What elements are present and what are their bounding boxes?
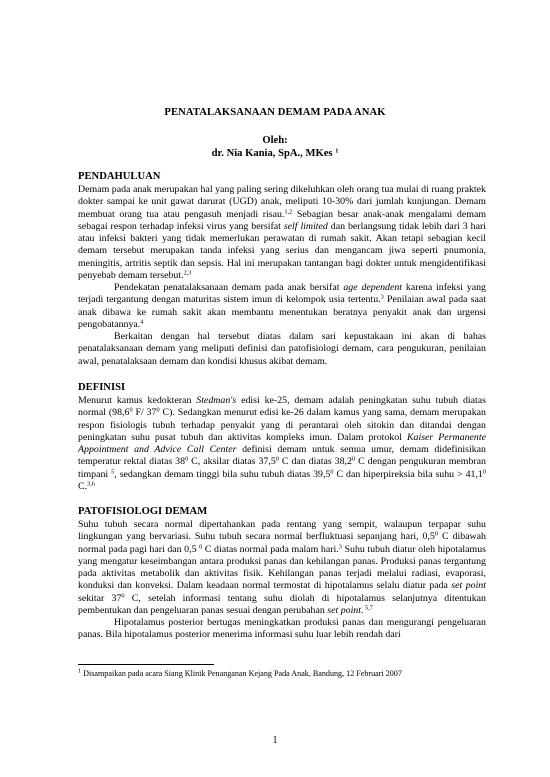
page-number: 1: [272, 735, 278, 746]
footnote-divider: [78, 664, 214, 665]
paragraph: Berkaitan dengan hal tersebut diatas dalam sari kepustakaan ini akan di bahas penatalaksanaan demam yang meliputi definisi dan patofisiologi demam, cara pengukuran, penilaian awal, penatalaksaan demam dan kondisi khusus akibat demam.: [78, 331, 486, 367]
section-heading-patofisiologi: PATOFISIOLOGI DEMAM: [78, 506, 208, 517]
paragraph: Hipotalamus posterior bertugas meningkatkan produksi panas dan mengurangi pengeluaran panas. Bila hipotalamus posterior menerima informasi suhu luar lebih rendah dari: [78, 617, 486, 641]
section-heading-pendahuluan: PENDAHULUAN: [78, 171, 161, 182]
footnote-ref: 1: [78, 667, 82, 675]
footnote: [78, 669, 498, 678]
section-body-definisi: [78, 395, 486, 493]
section-body-patofisiologi: [78, 519, 486, 642]
author-label: Oleh:: [262, 135, 288, 146]
paragraph: Suhu tubuh secara normal dipertahankan pada rentang yang sempit, walaupun terpapar suhu lingkungan yang bervariasi. Suhu tubuh secara normal berfluktuasi sepanjang hari, $0,5^0$ C dibawah normal pada pagi hari dan 0,5 $^0$ C diatas normal pada malam hari.$^3$ Suhu tubuh diatur oleh hipotalamus yang mengatur keseimbangan antara produksi panas dan kehilangan panas. Produksi panas tergantung pada aktivitas metabolik dan aktivitas fisik. Kehilangan panas terjadi melalui radiasi, evaporasi, konduksi dan konveksi. Dalam keadaan normal termostat di hipotalamus selalu diatur pada set point sekitar $37^0$ C, setelah informasi tentang suhu diolah di hipotalamus selanjutnya ditentukan pembentukan dan pengeluaran panas sesuai dengan perubahan set point. $^{5,7}$: [78, 519, 486, 616]
paragraph: Demam pada anak merupakan hal yang paling sering dikeluhkan oleh orang tua mulai di ruang praktek dokter sampai ke unit gawat darurat (UGD) anak, meliputi 10-30% dari jumlah kunjungan. Demam membuat orang tua atau pengasuh menjadi risau.$^{1,2}$ Sebagian besar anak-anak mengalami demam sebagai respon terhadap infeksi virus yang bersifat self limited dan berlangsung tidak lebih dari 3 hari atau infeksi bakteri yang tidak memerlukan perawatan di rumah sakit. Akan tetapi sebagian kecil demam tersebut merupakan tanda infeksi yang serius dan mengancam jiwa seperti pnumonia, meningitis, artritis septik dan sepsis. Hal ini merupakan tantangan bagi dokter untuk mengidentifikasi penyebab demam tersebut.$^{2,3}$: [78, 184, 487, 281]
author-line: [0, 148, 550, 159]
document-title: PENATALAKSANAAN DEMAM PADA ANAK: [164, 107, 386, 118]
section-heading-definisi: DEFINISI: [78, 382, 126, 393]
section-body-pendahuluan: [78, 184, 486, 368]
author-note-ref: 1: [335, 147, 339, 155]
footnote-text: Disampaikan pada acara Siang Klinik Penanganan Kejang Pada Anak, Bandung, 12 Februari 2007: [81, 669, 402, 678]
paragraph: Pendekatan penatalaksanaan demam pada anak bersifat age dependent karena infeksi yang terjadi tergantung dengan maturitas sistem imun di kelompok usia tertentu.$^3$ Penilaian awal pada saat anak dibawa ke rumah sakit akan membantu menentukan beratnya penyakit anak dan urgensi pengobatannya.$^4$: [78, 282, 486, 330]
paragraph: Menurut kamus kedokteran Stedman's edisi ke-25, demam adalah peningkatan suhu tubuh diatas normal (98,6$^0$ F/ $37^0$ C). Sedangkan menurut edisi ke-26 dalam kamus yang sama, demam merupakan respon fisiologis tubuh terhadap penyakit yang di perantarai oleh sitokin dan ditandai dengan peningkatan suhu pusat tubuh dan aktivitas kompleks imun. Dalam protokol Kaiser Permanente Appointment and Advice Call Center definisi demam untuk semua umur, demam didefinisikan temperatur rektal diatas $38^0$ C, aksilar diatas 37,5$^0$ C dan diatas 38,2$^0$ C dengan pengukuran membran timpani $^5$, sedangkan demam tinggi bila suhu tubuh diatas 39,5$^0$ C dan hiperpireksia bila suhu > $41,1^0$ C.$^{3,6}$: [78, 395, 487, 492]
author-name: dr. Nia Kania, SpA., MKes: [211, 148, 333, 159]
